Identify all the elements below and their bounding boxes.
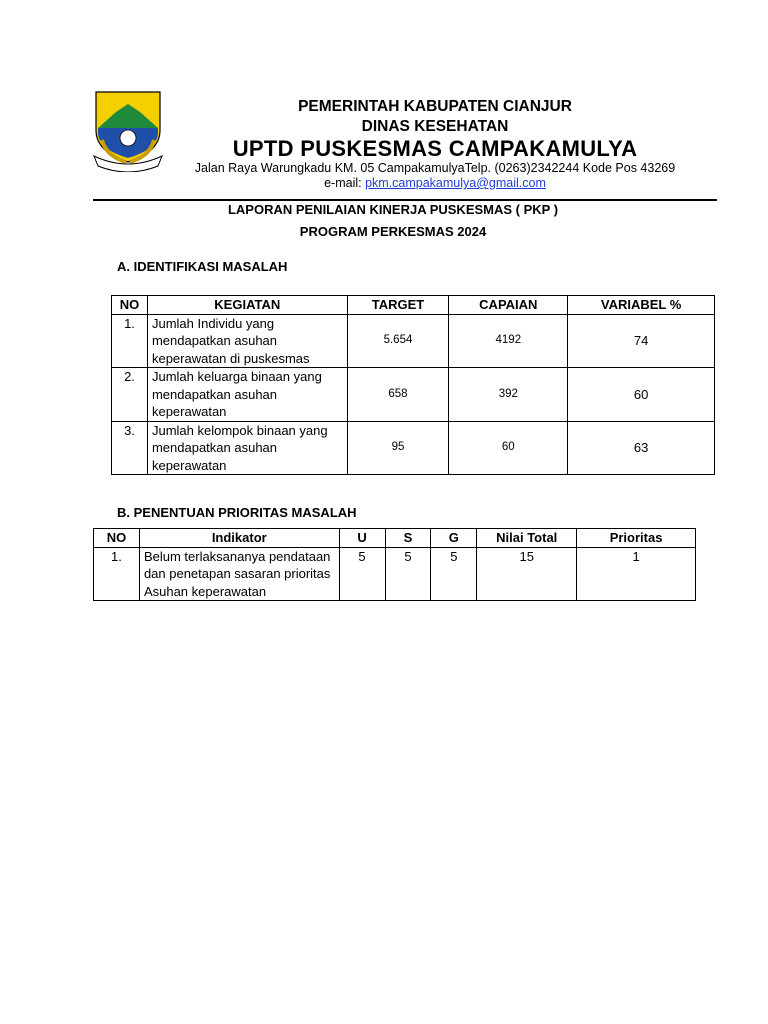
cell-target: 658	[347, 368, 449, 422]
cell-kegiatan: Jumlah kelompok binaan yang mendapatkan asuhan keperawatan	[147, 421, 347, 475]
header-divider	[93, 199, 717, 201]
cell-indikator: Belum terlaksananya pendataan dan penetapan sasaran prioritas Asuhan keperawatan	[139, 547, 339, 601]
cell-target: 95	[347, 421, 449, 475]
cianjur-regency-logo	[92, 90, 164, 172]
col-header-prioritas: Prioritas	[577, 529, 696, 548]
cell-g: 5	[431, 547, 477, 601]
cell-variabel: 63	[568, 421, 715, 475]
table-row	[112, 368, 715, 422]
report-title: LAPORAN PENILAIAN KINERJA PUSKESMAS ( PKP )	[227, 202, 559, 217]
cell-variabel: 60	[568, 368, 715, 422]
col-header-capaian: CAPAIAN	[449, 296, 568, 315]
address-line: Jalan Raya Warungkadu KM. 05 CampakamulyaTelp. (0263)2342244 Kode Pos 43269	[194, 161, 676, 175]
table-row	[94, 547, 696, 601]
cell-u: 5	[339, 547, 385, 601]
table-header-row	[112, 296, 715, 315]
email-label: e-mail:	[324, 176, 366, 190]
col-header-s: S	[385, 529, 431, 548]
priority-table	[93, 528, 696, 601]
email-link[interactable]: pkm.campakamulya@gmail.com	[365, 176, 546, 190]
government-name: PEMERINTAH KABUPATEN CIANJUR	[298, 98, 572, 115]
cell-capaian: 392	[449, 368, 568, 422]
cell-no: 1.	[94, 547, 140, 601]
col-header-kegiatan: KEGIATAN	[147, 296, 347, 315]
cell-s: 5	[385, 547, 431, 601]
cell-variabel: 74	[568, 314, 715, 368]
col-header-g: G	[431, 529, 477, 548]
cell-prioritas: 1	[577, 547, 696, 601]
report-subtitle: PROGRAM PERKESMAS 2024	[299, 224, 487, 239]
cell-kegiatan: Jumlah Individu yang mendapatkan asuhan keperawatan di puskesmas	[147, 314, 347, 368]
col-header-nilai-total: Nilai Total	[477, 529, 577, 548]
institution-name: UPTD PUSKESMAS CAMPAKAMULYA	[232, 136, 638, 161]
cell-no: 2.	[112, 368, 148, 422]
department-name: DINAS KESEHATAN	[361, 118, 509, 135]
table-header-row	[94, 529, 696, 548]
cell-capaian: 4192	[449, 314, 568, 368]
cell-kegiatan: Jumlah keluarga binaan yang mendapatkan asuhan keperawatan	[147, 368, 347, 422]
col-header-no: NO	[112, 296, 148, 315]
section-b-heading: B. PENENTUAN PRIORITAS MASALAH	[117, 505, 357, 520]
col-header-no: NO	[94, 529, 140, 548]
cell-no: 3.	[112, 421, 148, 475]
col-header-u: U	[339, 529, 385, 548]
problem-identification-table	[111, 295, 715, 475]
table-row	[112, 421, 715, 475]
col-header-target: TARGET	[347, 296, 449, 315]
col-header-indikator: Indikator	[139, 529, 339, 548]
email-line	[170, 176, 700, 190]
cell-capaian: 60	[449, 421, 568, 475]
col-header-variabel: VARIABEL %	[568, 296, 715, 315]
cell-nilai-total: 15	[477, 547, 577, 601]
table-row	[112, 314, 715, 368]
cell-no: 1.	[112, 314, 148, 368]
section-a-heading: A. IDENTIFIKASI MASALAH	[117, 259, 288, 274]
cell-target: 5.654	[347, 314, 449, 368]
